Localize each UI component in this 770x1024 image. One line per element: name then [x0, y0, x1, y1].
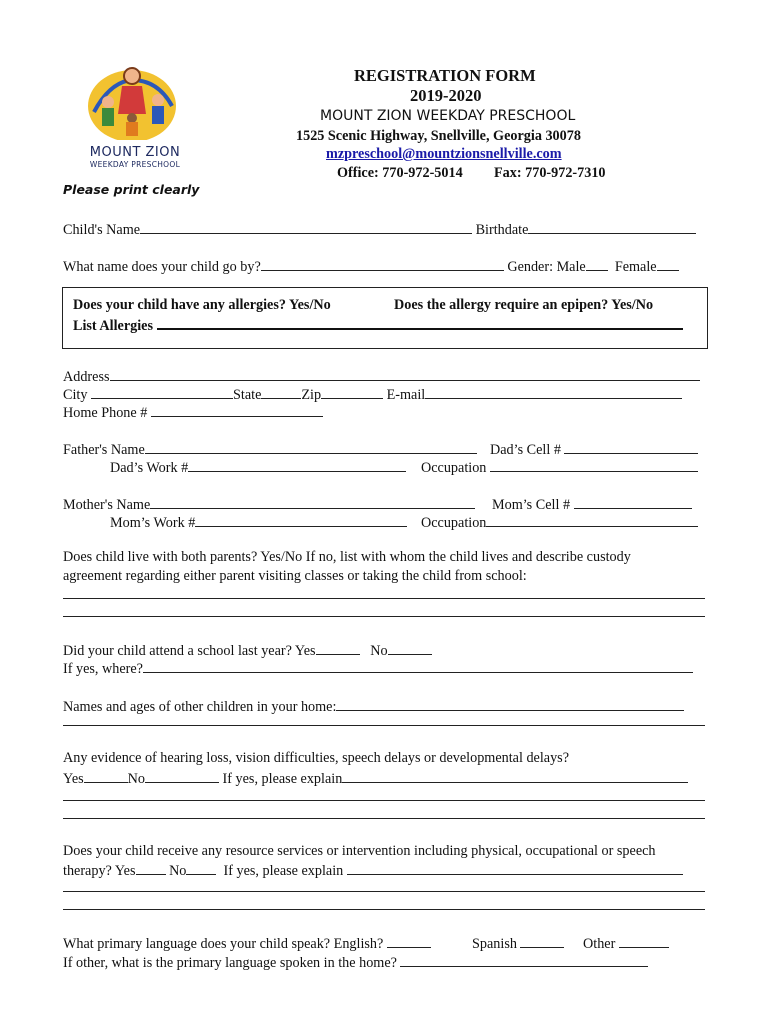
school-email-link[interactable]: mzpreschool@mountzionsnellville.com [326, 146, 562, 162]
moms-cell-field[interactable] [574, 495, 692, 509]
moms-occupation-field[interactable] [486, 513, 698, 527]
therapy-no-field[interactable] [186, 861, 216, 875]
services-answer-line2[interactable] [63, 891, 705, 892]
delays-question: Any evidence of hearing loss, vision difficulties, speech delays or developmental delays? [63, 750, 570, 766]
siblings-answer-line2[interactable] [63, 725, 705, 726]
form-title: REGISTRATION FORM [354, 66, 536, 85]
dads-work-field[interactable] [188, 458, 406, 472]
mothers-name-label: Mother's Name [63, 497, 151, 513]
other-label: Other [583, 936, 616, 952]
logo-line2: WEEKDAY PRESCHOOL [89, 160, 181, 169]
state-field[interactable] [261, 385, 301, 399]
city-label: City [63, 387, 88, 403]
home-phone-label: Home Phone # [63, 405, 148, 421]
school-no-field[interactable] [388, 641, 432, 655]
gender-male-field[interactable] [586, 257, 608, 271]
delays-answer-line3[interactable] [63, 818, 705, 819]
form-year: 2019-2020 [410, 86, 482, 105]
dads-work-label: Dad’s Work # [110, 460, 189, 476]
gender-female-field[interactable] [657, 257, 679, 271]
moms-cell-label: Mom’s Cell # [492, 497, 571, 513]
delays-no-label: No [127, 771, 145, 787]
moms-work-label: Mom’s Work # [110, 515, 196, 531]
delays-explain-field[interactable] [342, 769, 688, 783]
epipen-question: Does the allergy require an epipen? Yes/No [394, 297, 654, 313]
go-by-label: What name does your child go by? [63, 259, 261, 275]
school-logo [80, 62, 190, 167]
allergy-question: Does your child have any allergies? Yes/No [73, 297, 331, 313]
mothers-name-field[interactable] [150, 495, 475, 509]
delays-no-field[interactable] [145, 769, 219, 783]
fax-number: Fax: 770-972-7310 [494, 165, 606, 181]
zip-field[interactable] [321, 385, 383, 399]
zip-label: Zip [301, 387, 322, 403]
address-field[interactable] [110, 367, 700, 381]
delays-answer-line2[interactable] [63, 800, 705, 801]
services-answer-line3[interactable] [63, 909, 705, 910]
therapy-explain-label: If yes, please explain [223, 863, 344, 879]
siblings-field[interactable] [336, 697, 684, 711]
other-language-field[interactable] [400, 953, 648, 967]
fathers-name-field[interactable] [145, 440, 477, 454]
gender-female-label: Female [614, 259, 657, 275]
office-phone: Office: 770-972-5014 [337, 165, 463, 181]
home-phone-field[interactable] [151, 403, 323, 417]
delays-yes-field[interactable] [84, 769, 128, 783]
dads-occupation-label: Occupation [421, 460, 487, 476]
birthdate-field[interactable] [528, 220, 696, 234]
english-field[interactable] [387, 934, 431, 948]
custody-question-line1: Does child live with both parents? Yes/No If no, list with whom the child lives and describe custody [63, 549, 631, 565]
dads-cell-field[interactable] [564, 440, 698, 454]
city-field[interactable] [91, 385, 233, 399]
therapy-yes-label: therapy? Yes [63, 863, 136, 879]
services-question-line1: Does your child receive any resource services or intervention including physical, occupational or speech [63, 843, 656, 859]
email-field[interactable] [425, 385, 682, 399]
delays-yes-label: Yes [63, 771, 84, 787]
school-address: 1525 Scenic Highway, Snellville, Georgia 30078 [296, 128, 581, 144]
birthdate-label: Birthdate [475, 222, 529, 238]
go-by-field[interactable] [261, 257, 504, 271]
dads-cell-label: Dad’s Cell # [490, 442, 561, 458]
childs-name-label: Child's Name [63, 222, 141, 238]
school-name: MOUNT ZION WEEKDAY PRESCHOOL [320, 108, 576, 124]
delays-explain-label: If yes, please explain [222, 771, 343, 787]
state-label: State [233, 387, 262, 403]
spanish-label: Spanish [472, 936, 517, 952]
print-clearly-note: Please print clearly [63, 182, 200, 197]
email-label: E-mail [386, 387, 426, 403]
spanish-field[interactable] [520, 934, 564, 948]
therapy-explain-field[interactable] [347, 861, 683, 875]
therapy-yes-field[interactable] [136, 861, 166, 875]
moms-work-field[interactable] [195, 513, 407, 527]
therapy-no-label: No [169, 863, 187, 879]
language-question: What primary language does your child speak? English? [63, 936, 384, 952]
fathers-name-label: Father's Name [63, 442, 145, 458]
dads-occupation-field[interactable] [490, 458, 698, 472]
logo-children-illustration [80, 62, 190, 140]
other-field[interactable] [619, 934, 669, 948]
school-yes-field[interactable] [316, 641, 360, 655]
other-language-question: If other, what is the primary language spoken in the home? [63, 955, 397, 971]
gender-male-label: Gender: Male [507, 259, 586, 275]
custody-question-line2: agreement regarding either parent visiting classes or taking the child from school: [63, 568, 527, 584]
childs-name-field[interactable] [140, 220, 472, 234]
custody-answer-line1[interactable] [63, 598, 705, 599]
logo-line1: MOUNT ZION [89, 145, 181, 160]
address-label: Address [63, 369, 110, 385]
school-where-label: If yes, where? [63, 661, 143, 677]
custody-answer-line2[interactable] [63, 616, 705, 617]
list-allergies-label: List Allergies [73, 318, 153, 334]
moms-occupation-label: Occupation [421, 515, 487, 531]
siblings-question: Names and ages of other children in your home: [63, 699, 337, 715]
school-where-field[interactable] [143, 659, 693, 673]
school-last-year-question: Did your child attend a school last year? Yes [63, 643, 316, 659]
list-allergies-field[interactable] [157, 315, 683, 330]
school-no-label: No [370, 643, 388, 659]
